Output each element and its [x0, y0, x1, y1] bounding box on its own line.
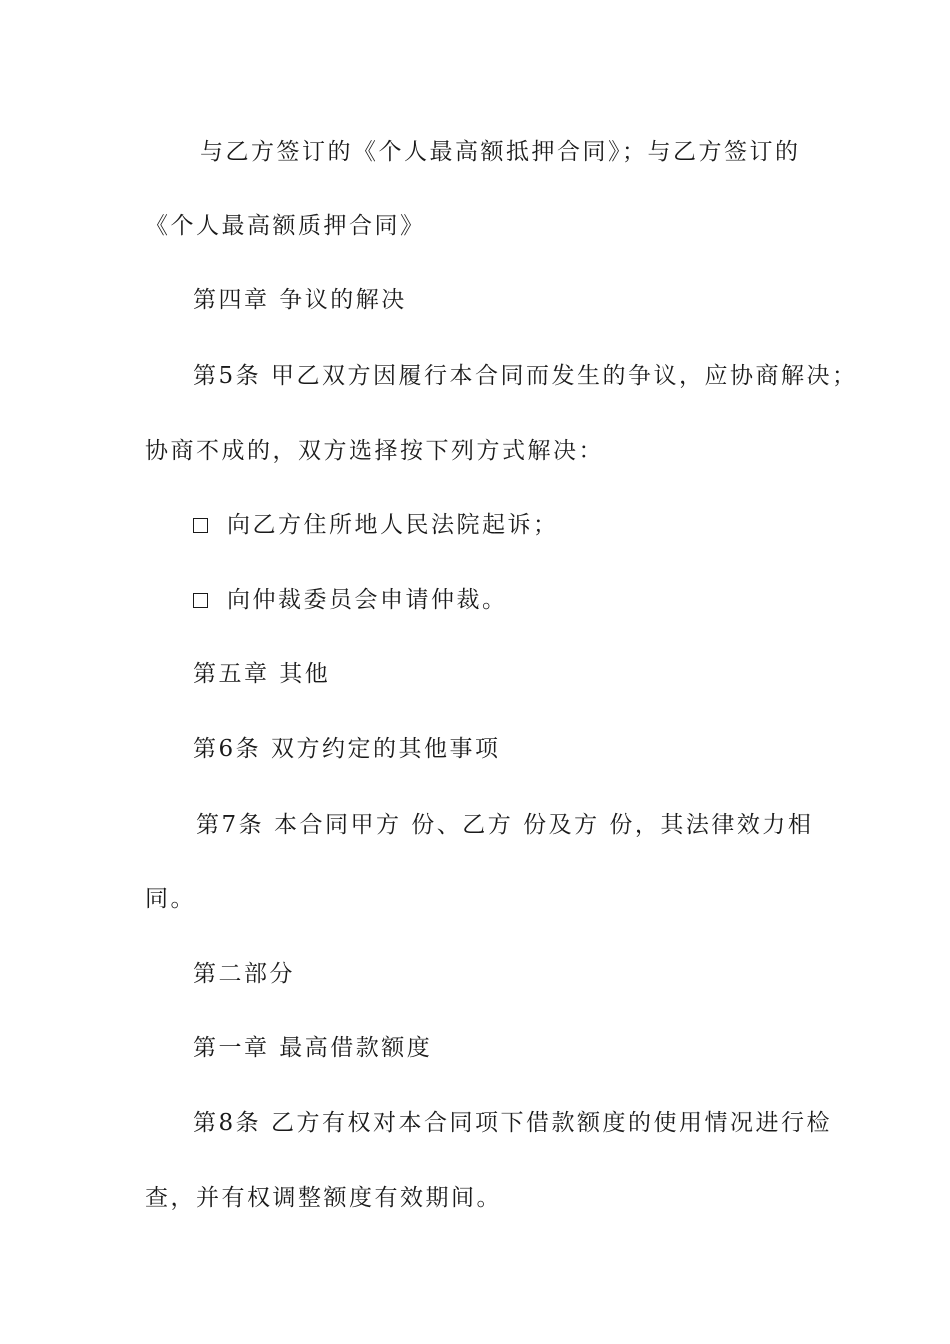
paragraph-line: 协商不成的，双方选择按下列方式解决： [145, 438, 604, 464]
option-label: 向仲裁委员会申请仲裁。 [227, 587, 508, 613]
part-heading: 第二部分 [193, 961, 295, 987]
paragraph-line: 《个人最高额质押合同》 [145, 213, 426, 239]
article-line: 第5条 甲乙双方因履行本合同而发生的争议，应协商解决； [193, 363, 858, 389]
chapter-heading: 第一章 最高借款额度 [193, 1035, 433, 1061]
option-litigation[interactable] [193, 510, 559, 540]
article-line: 第6条 双方约定的其他事项 [193, 736, 501, 762]
checkbox-icon[interactable] [193, 593, 208, 608]
option-arbitration[interactable] [193, 585, 508, 615]
chapter-heading: 第四章 争议的解决 [193, 287, 407, 313]
paragraph-line: 查，并有权调整额度有效期间。 [145, 1185, 502, 1211]
option-label: 向乙方住所地人民法院起诉； [227, 512, 559, 538]
checkbox-icon[interactable] [193, 518, 208, 533]
paragraph-line: 与乙方签订的《个人最高额抵押合同》；与乙方签订的 [200, 139, 801, 165]
paragraph-line: 同。 [145, 886, 196, 912]
chapter-heading: 第五章 其他 [193, 661, 331, 687]
article-line: 第8条 乙方有权对本合同项下借款额度的使用情况进行检 [193, 1110, 832, 1136]
article-line: 第7条 本合同甲方 份、乙方 份及方 份，其法律效力相 [196, 812, 814, 838]
